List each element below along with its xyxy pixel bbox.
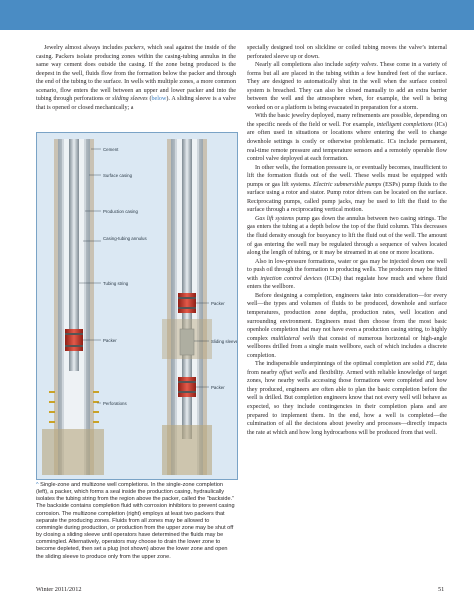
paragraph: The indispensible underpinnings of the optimal completion are solid FE, data from nearby offset wells and flexibility. Armed with reliable knowledge of target zones, how nearby wells accessing those formations were completed and how they produced, engineers are often able to plan the basic completion before the well is drilled. But completion engineers know that not every well will behave as expected, so they include contingencies in their completion plans and are prepared to implement them. In the end, how a well is completed—the culmination of all the decisions about jewelry and processes—directly impacts the rate at which and how long hydrocarbons will be produced from that well. bbox=[247, 361, 447, 436]
single-zone-well bbox=[42, 139, 104, 475]
label-packer-right-top: Packer bbox=[211, 301, 225, 306]
paragraph: Jewelry almost always includes packers, which seal against the inside of the casing. Packers isolate producing zones within the casing-tubing annulus in the same way cement does outside the casing. If the zone being produced is the deepest in the well, fluids flow from the formation below the packer and through the end of the tubing to the surface. In wells with multiple zones, a more common scenario, flow enters the well between an upper and lower packer and into the tubing through perforations or sliding sleeves (below). A sliding sleeve is a valve that is opened or closed mechanically; a bbox=[36, 45, 236, 111]
paragraph: With the basic jewelry deployed, many refinements are possible, depending on the specific needs of the field or well. For example, intelligent completions (ICs) are often used in situations or locations where entering the well to change downhole settings is costly or otherwise problematic. ICs include permanent, real-time remote pressure and temperature sensors and a remotely operable flow control valve deployed at each formation. bbox=[247, 113, 447, 163]
upper-packer bbox=[178, 293, 196, 313]
label-packer-left: Packer bbox=[103, 338, 117, 343]
figure-caption: ^ Single-zone and multizone well completions. In the single-zone completion (left), a packer, which forms a seal inside the production casing, hydraulically isolates the tubing string from the region above the packer, called the “backside.” The backside contains completion fluid with corrosion inhibitors to prevent casing corrosion. The multizone completion (right) employs at least two packers that separate the producing zones. Fluids from all zones may be allowed to commingle during production, or production from the upper zone may be shut off by closing a sliding sleeve until operators have determined the fluids may be commingled. Alternatively, operators may choose to drain the lower zone to become depleted, then set a plug (not shown) above the lower zone and open the sliding sleeve to produce only from the upper zone. bbox=[36, 482, 235, 560]
well-completion-illustration bbox=[37, 133, 237, 479]
label-packer-right-bottom: Packer bbox=[211, 385, 225, 390]
lower-formation-zone bbox=[162, 425, 212, 475]
label-surface-casing: Surface casing bbox=[103, 173, 133, 178]
lower-packer bbox=[178, 377, 196, 397]
paragraph: Also in low-pressure formations, water or gas may be injected down one well to push oil through the formation to producing wells. The producers may be fitted with injection control devices (ICDs) that regulate how much and where fluid enters the wellbore. bbox=[247, 258, 447, 291]
paragraph: specially designed tool on slickline or coiled tubing moves the valve’s internal perforated sleeve up or down. bbox=[247, 45, 447, 60]
label-tubing: Tubing string bbox=[103, 281, 129, 286]
paragraph: Gas lift systems pump gas down the annulus between two casing strings. The gas enters the tubing at a depth below the top of the fluid column. This decreases the fluid density enough for buoyancy to lift the fluid out of the well. The amount of gas entering the well may be regulated through a sequence of valves located along the length of tubing, or it may be streamed in at one or more locations. bbox=[247, 215, 447, 257]
packer bbox=[65, 329, 83, 351]
label-sliding-sleeve: Sliding sleeve bbox=[211, 339, 237, 344]
paragraph: Nearly all completions also include safety valves. These come in a variety of forms but all are placed in the tubing within a few hundred feet of the surface. They are designed to automatically shut in the well when the surface control system is breached. They can also be closed manually to add an extra barrier between the well and the atmosphere when, for example, the well is being worked on or a platform is being evacuated in preparation for a storm. bbox=[247, 62, 447, 111]
label-cement: Cement bbox=[103, 147, 119, 152]
well-completion-figure bbox=[36, 132, 238, 480]
right-text-column bbox=[247, 44, 447, 437]
label-production-casing: Production casing bbox=[103, 209, 138, 214]
formation-zone bbox=[42, 429, 104, 475]
multizone-well bbox=[162, 139, 212, 475]
page-number: 51 bbox=[438, 586, 445, 593]
paragraph: Before designing a completion, engineers take into consideration—for every well—the types and volumes of fluids to be produced, downhole and surface temperatures, production zone depths, production rates, well location and surrounding environment. Engineers must then choose from the most basic openhole completion that may not have even a production casing string, to highly complex multilateral wells that consist of numerous horizontal or high-angle wellbores drilled from a single main wellbore, each of which includes a discrete completion. bbox=[247, 292, 447, 359]
label-perforations: Perforations bbox=[103, 401, 127, 406]
caption-arrow-icon: ^ bbox=[36, 482, 39, 488]
paragraph: In other wells, the formation pressure is, or eventually becomes, insufficient to lift the formation fluids out of the well. These wells must be equipped with pumps or gas lift systems. Electric submersible pumps (ESPs) pump fluids to the surface using a rotor and stator. Pump rotor drives can be located on the surface. Reciprocating pumps, called pump jacks, may be used to lift the fluid to the surface through a reciprocating vertical motion. bbox=[247, 164, 448, 214]
figure-reference-link[interactable]: below bbox=[151, 96, 167, 103]
issue-date: Winter 2011/2012 bbox=[36, 586, 82, 593]
label-annulus: Casing-tubing annulus bbox=[103, 236, 147, 241]
left-text-column bbox=[36, 44, 236, 112]
upper-formation-zone bbox=[162, 319, 212, 359]
header-color-bar bbox=[0, 0, 474, 30]
